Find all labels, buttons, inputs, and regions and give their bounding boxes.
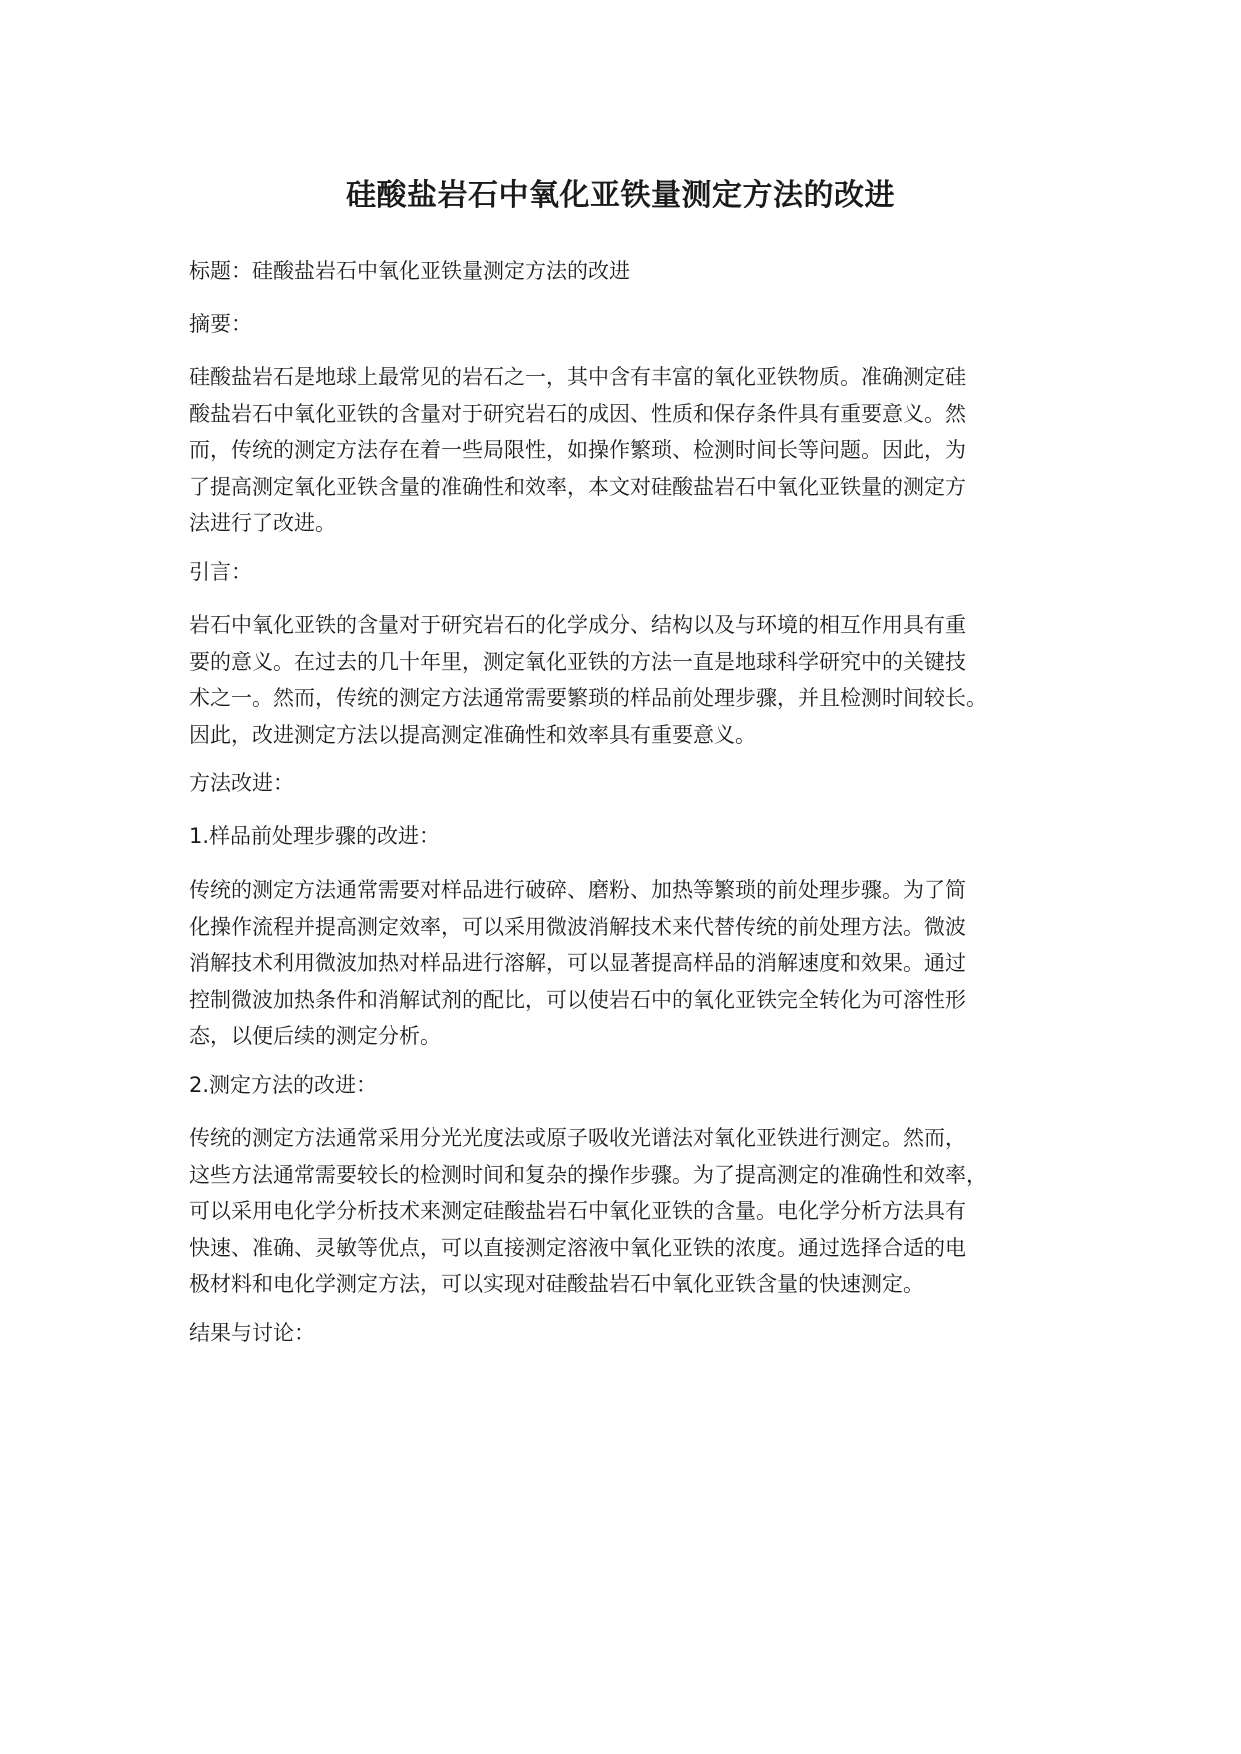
intro-paragraph <box>189 607 1071 753</box>
method2-heading: 2.测定方法的改进： <box>189 1073 378 1097</box>
intro-line: 岩石中氧化亚铁的含量对于研究岩石的化学成分、结构以及与环境的相互作用具有重 <box>189 613 966 637</box>
results-heading: 结果与讨论： <box>189 1321 315 1345</box>
intro-line: 术之一。然而，传统的测定方法通常需要繁琐的样品前处理步骤，并且检测时间较长。 <box>189 686 987 710</box>
abstract-heading: 摘要： <box>189 312 252 336</box>
method1-line: 态，以便后续的测定分析。 <box>189 1024 441 1048</box>
method-heading: 方法改进： <box>189 771 294 795</box>
method1-heading: 1.样品前处理步骤的改进： <box>189 824 441 848</box>
abstract-line: 而，传统的测定方法存在着一些局限性，如操作繁琐、检测时间长等问题。因此，为 <box>189 438 966 462</box>
intro-line: 要的意义。在过去的几十年里，测定氧化亚铁的方法一直是地球科学研究中的关键技 <box>189 649 966 674</box>
method2-line: 快速、准确、灵敏等优点，可以直接测定溶液中氧化亚铁的浓度。通过选择合适的电 <box>189 1235 966 1260</box>
method1-paragraph <box>189 872 1071 1055</box>
method2-line: 极材料和电化学测定方法，可以实现对硅酸盐岩石中氧化亚铁含量的快速测定。 <box>189 1272 924 1296</box>
abstract-line: 硅酸盐岩石是地球上最常见的岩石之一，其中含有丰富的氧化亚铁物质。准确测定硅 <box>189 365 966 389</box>
title-line: 标题：硅酸盐岩石中氧化亚铁量测定方法的改进 <box>189 259 630 283</box>
intro-line: 因此，改进测定方法以提高测定准确性和效率具有重要意义。 <box>189 722 756 747</box>
document-title: 硅酸盐岩石中氧化亚铁量测定方法的改进 <box>346 178 895 213</box>
method1-line: 消解技术利用微波加热对样品进行溶解，可以显著提高样品的消解速度和效果。通过 <box>189 951 966 975</box>
method1-line: 控制微波加热条件和消解试剂的配比，可以使岩石中的氧化亚铁完全转化为可溶性形 <box>189 987 966 1012</box>
method2-line: 传统的测定方法通常采用分光光度法或原子吸收光谱法对氧化亚铁进行测定。然而， <box>189 1126 966 1150</box>
method2-line: 这些方法通常需要较长的检测时间和复杂的操作步骤。为了提高测定的准确性和效率， <box>189 1162 987 1187</box>
abstract-paragraph <box>189 359 1071 542</box>
intro-heading: 引言： <box>189 560 252 584</box>
abstract-line: 酸盐岩石中氧化亚铁的含量对于研究岩石的成因、性质和保存条件具有重要意义。然 <box>189 401 966 426</box>
method1-line: 传统的测定方法通常需要对样品进行破碎、磨粉、加热等繁琐的前处理步骤。为了简 <box>189 878 966 902</box>
method1-line: 化操作流程并提高测定效率，可以采用微波消解技术来代替传统的前处理方法。微波 <box>189 914 966 939</box>
abstract-line: 法进行了改进。 <box>189 511 336 535</box>
method2-paragraph <box>189 1120 1071 1303</box>
method2-line: 可以采用电化学分析技术来测定硅酸盐岩石中氧化亚铁的含量。电化学分析方法具有 <box>189 1199 966 1223</box>
abstract-line: 了提高测定氧化亚铁含量的准确性和效率，本文对硅酸盐岩石中氧化亚铁量的测定方 <box>189 474 966 499</box>
